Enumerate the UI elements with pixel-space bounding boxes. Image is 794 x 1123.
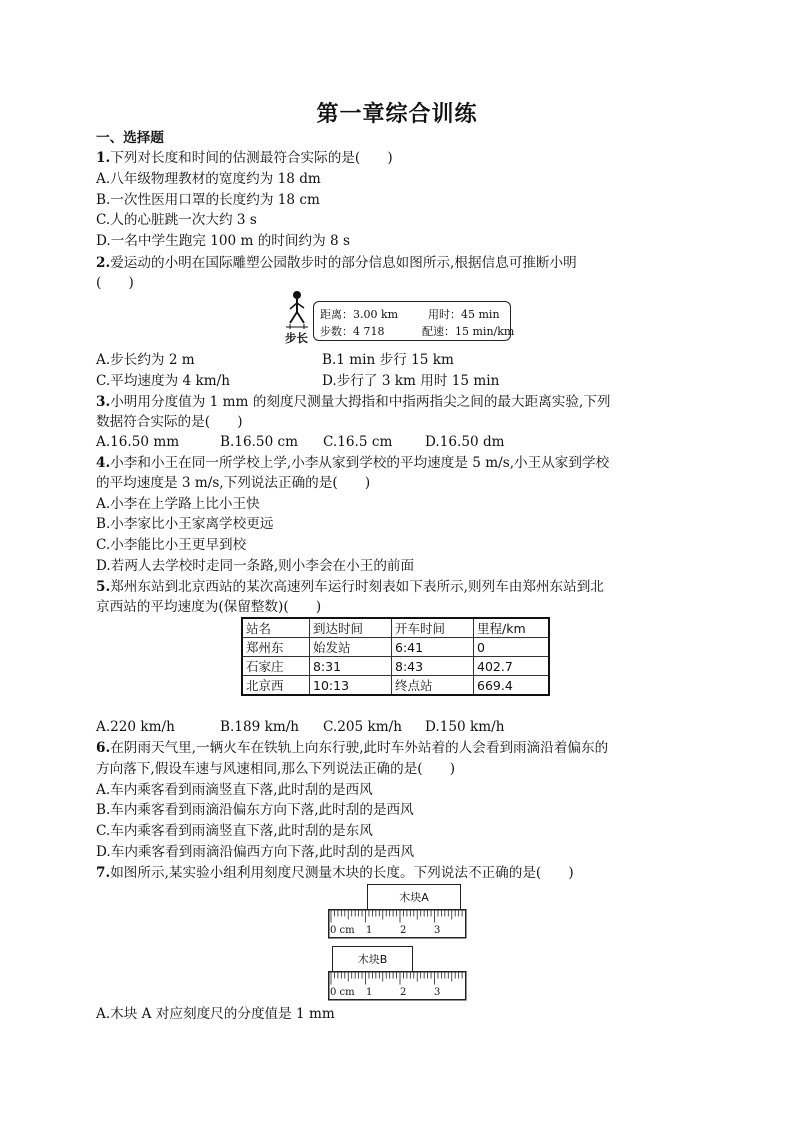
option: A.步长约为 2 m [96, 352, 195, 368]
question-text-cont: ( ) [96, 275, 134, 291]
ruler-label-1: 1 [366, 987, 373, 998]
question-3 [96, 392, 611, 412]
page-title: 第一章综合训练 [316, 101, 478, 127]
option: B.一次性医用口罩的长度约为 18 cm [96, 192, 320, 208]
option: B.1 min 步行 15 km [322, 352, 454, 368]
table-cell: 始发站 [310, 638, 392, 657]
option: C.小李能比小王更早到校 [96, 537, 247, 553]
table-cell: 669.4 [474, 676, 550, 696]
ruler-label-0: 0 cm [330, 925, 355, 936]
question-text-cont: 京西站的平均速度为(保留整数)( ) [96, 599, 322, 615]
option: B.小李家比小王家离学校更远 [96, 516, 274, 532]
wood-block-a: 木块A [367, 884, 461, 911]
option: A.小李在上学路上比小王快 [96, 496, 260, 512]
question-number: 5. [96, 579, 111, 595]
option: D.步行了 3 km 用时 15 min [322, 373, 500, 389]
option: D.16.50 dm [425, 434, 505, 450]
option: B.189 km/h [220, 719, 300, 735]
figure-label: 步长 [285, 331, 308, 345]
option: B.16.50 cm [220, 434, 299, 450]
walker-figure [282, 290, 314, 330]
table-cell: 石家庄 [242, 657, 310, 676]
option: A.16.50 mm [96, 434, 180, 450]
options-row [96, 717, 696, 737]
option: C.205 km/h [323, 719, 402, 735]
table-cell: 8:31 [310, 657, 392, 676]
question-text-cont: 数据符合实际的是( ) [96, 414, 243, 430]
question-text: 郑州东站到北京西站的某次高速列车运行时刻表如下表所示,则列车由郑州东站到北 [110, 579, 604, 595]
ruler-label-0: 0 cm [330, 987, 355, 998]
table-header-row [242, 618, 549, 638]
option: A.八年级物理教材的宽度约为 18 dm [96, 171, 321, 187]
question-4 [96, 453, 609, 473]
question-text-cont: 方向落下,假设车速与风速相同,那么下列说法正确的是( ) [96, 761, 456, 777]
option: C.车内乘客看到雨滴竖直下落,此时刮的是东风 [96, 823, 373, 839]
table-header: 到达时间 [310, 618, 392, 638]
question-number: 6. [96, 740, 111, 756]
options-row [96, 432, 696, 452]
option: A.木块 A 对应刻度尺的分度值是 1 mm [96, 1006, 335, 1022]
option: D.若两人去学校时走同一条路,则小李会在小王的前面 [96, 558, 415, 574]
table-cell: 0 [474, 638, 550, 657]
distance-text: 距离：3.00 km [320, 308, 399, 321]
option: B.车内乘客看到雨滴沿偏东方向下落,此时刮的是西风 [96, 802, 414, 818]
question-text: 小李和小王在同一所学校上学,小李从家到学校的平均速度是 5 m/s,小王从家到学校 [110, 455, 610, 471]
table-row [242, 657, 549, 676]
question-number: 4. [96, 455, 111, 471]
table-cell: 6:41 [392, 638, 474, 657]
ruler-label-2: 2 [400, 987, 407, 998]
question-number: 1. [96, 150, 111, 166]
question-number: 7. [96, 865, 111, 881]
table-cell: 郑州东 [242, 638, 310, 657]
option: C.16.5 cm [323, 434, 393, 450]
ruler-label-3: 3 [434, 925, 441, 936]
option: D.车内乘客看到雨滴沿偏西方向下落,此时刮的是西风 [96, 844, 415, 860]
table-header: 里程/km [474, 618, 550, 638]
option: D.150 km/h [425, 719, 505, 735]
question-1 [96, 148, 393, 168]
option: C.平均速度为 4 km/h [96, 373, 230, 389]
option: C.人的心脏跳一次大约 3 s [96, 212, 257, 228]
ruler-label-2: 2 [400, 925, 407, 936]
table-cell: 402.7 [474, 657, 550, 676]
ruler-label-3: 3 [434, 987, 441, 998]
option: A.车内乘客看到雨滴竖直下落,此时刮的是西风 [96, 782, 373, 798]
table-row [242, 676, 549, 696]
question-text-cont: 的平均速度是 3 m/s,下列说法正确的是( ) [96, 475, 371, 491]
options-row [96, 371, 696, 391]
question-number: 2. [96, 255, 111, 271]
question-text: 下列对长度和时间的估测最符合实际的是( ) [110, 150, 393, 166]
question-number: 3. [96, 394, 111, 410]
option: A.220 km/h [96, 719, 175, 735]
question-5 [96, 577, 604, 597]
table-cell: 8:43 [392, 657, 474, 676]
walk-info-box [313, 301, 515, 341]
table-cell: 终点站 [392, 676, 474, 696]
steps-text: 步数：4 718 [320, 325, 385, 338]
question-2 [96, 253, 577, 273]
table-header: 开车时间 [392, 618, 474, 638]
question-text: 如图所示,某实验小组利用刻度尺测量木块的长度。下列说法不正确的是( ) [110, 865, 574, 881]
table-cell: 10:13 [310, 676, 392, 696]
wood-block-b: 木块B [332, 946, 413, 973]
question-7 [96, 863, 574, 883]
option: D.一名中学生跑完 100 m 的时间约为 8 s [96, 233, 350, 249]
question-text: 爱运动的小明在国际雕塑公园散步时的部分信息如图所示,根据信息可推断小明 [110, 255, 577, 271]
question-text: 小明用分度值为 1 mm 的刻度尺测量大拇指和中指两指尖之间的最大距离实验,下列 [110, 394, 611, 410]
options-row [96, 350, 696, 370]
train-timetable [241, 617, 550, 696]
section-heading: 一、选择题 [96, 130, 164, 146]
ruler-label-1: 1 [366, 925, 373, 936]
question-text: 在阴雨天气里,一辆火车在铁轨上向东行驶,此时车外站着的人会看到雨滴沿着偏东的 [110, 740, 609, 756]
table-cell: 北京西 [242, 676, 310, 696]
table-row [242, 638, 549, 657]
pace-text: 配速：15 min/km [422, 325, 515, 338]
time-text: 用时：45 min [428, 308, 500, 321]
question-6 [96, 738, 608, 758]
table-header: 站名 [242, 618, 310, 638]
